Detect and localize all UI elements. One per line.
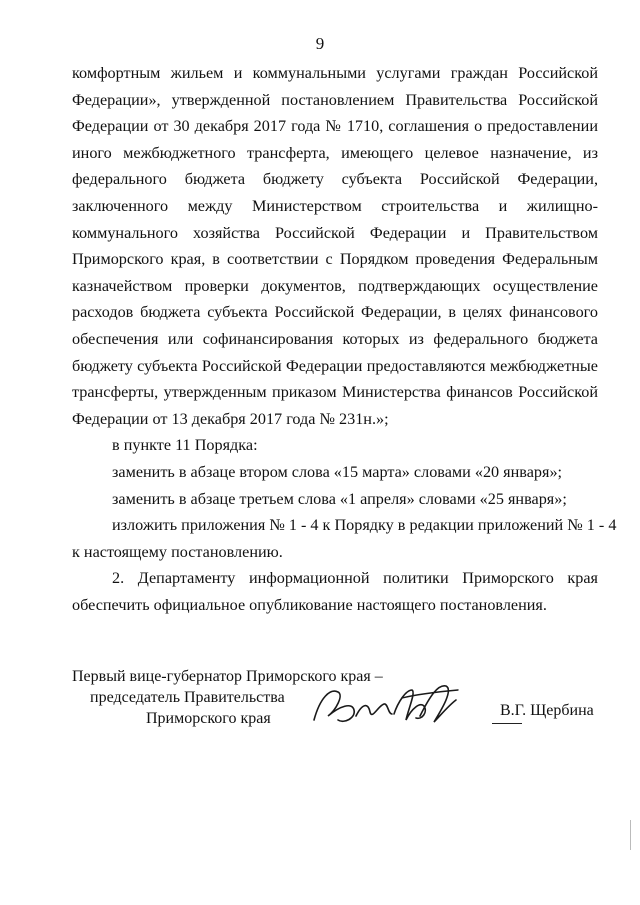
paragraph-line: казначейством проверки документов, подтверждающих осуществление <box>72 276 598 295</box>
signature-block <box>72 666 612 736</box>
paragraph-last-line: Федерации от 13 декабря 2017 года № 231н.»; <box>72 409 389 428</box>
paragraph-line: трансферты, утвержденным приказом Министерства финансов Российской <box>72 383 598 402</box>
list-item-annex-line2: к настоящему постановлению. <box>72 542 283 561</box>
document-body <box>72 60 617 618</box>
numbered-item-2-line2: обеспечить официальное опубликование настоящего постановления. <box>72 595 547 614</box>
paragraph-line: Федерации от 30 декабря 2017 года № 1710, соглашения о предоставлении <box>72 117 598 136</box>
list-item-point11: в пункте 11 Порядка: <box>112 436 258 455</box>
numbered-item-2-line1: 2. Департаменту информационной политики Приморского края <box>112 569 598 588</box>
paragraph-line: комфортным жильем и коммунальными услугами граждан Российской <box>72 64 598 82</box>
list-item-replace-third: заменить в абзаце третьем слова «1 апреля» словами «25 января»; <box>112 489 567 508</box>
handwritten-signature <box>308 676 488 736</box>
signatory-position-line1: Первый вице-губернатор Приморского края – <box>72 668 383 685</box>
name-underline <box>492 723 522 724</box>
page-number: 9 <box>315 34 325 53</box>
list-item-replace-second: заменить в абзаце втором слова «15 марта» словами «20 января»; <box>112 462 563 481</box>
list-item-annex-line1: изложить приложения № 1 - 4 к Порядку в редакции приложений № 1 - 4 <box>112 516 617 535</box>
paragraph-line: Приморского края, в соответствии с Порядком проведения Федеральным <box>72 250 598 269</box>
paragraph-line: расходов бюджета субъекта Российской Федерации, в целях финансового <box>72 303 598 322</box>
signatory-position-line2: председатель Правительства <box>90 689 285 706</box>
signatory-name: В.Г. Щербина <box>500 702 594 719</box>
paragraph-line: коммунального хозяйства Российской Федерации и Правительством <box>72 223 598 242</box>
paragraph-line: бюджету субъекта Российской Федерации предоставляются межбюджетные <box>72 356 598 375</box>
paragraph-line: заключенного между Министерством строительства и жилищно- <box>72 196 598 215</box>
paragraph-line: иного межбюджетного трансферта, имеющего целевое назначение, из <box>72 143 598 162</box>
paragraph-continuation <box>72 60 598 406</box>
scan-edge-mark <box>629 820 632 850</box>
paragraph-line: Федерации», утвержденной постановлением Правительства Российской <box>72 90 598 109</box>
signatory-position-line3: Приморского края <box>146 710 271 727</box>
paragraph-line: обеспечения или софинансирования которых из федерального бюджета <box>72 329 598 348</box>
paragraph-line: федерального бюджета бюджету субъекта Российской Федерации, <box>72 170 598 189</box>
